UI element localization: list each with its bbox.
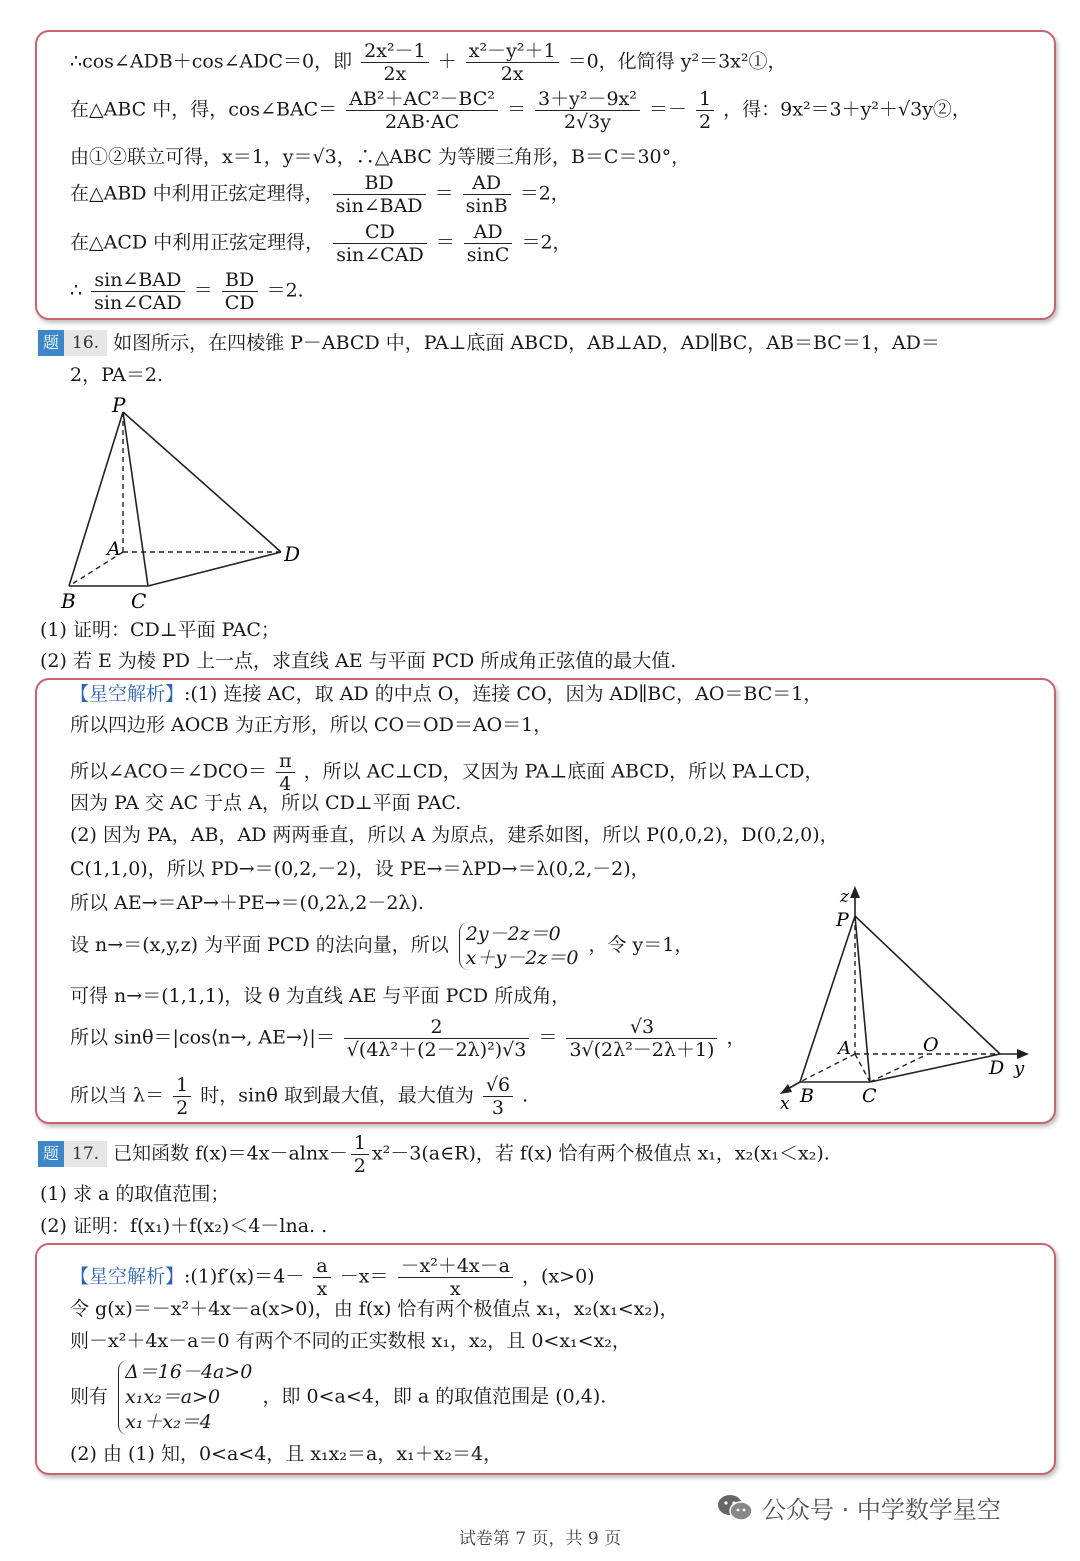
text: :(1) 连接 AC，取 AD 的中点 O，连接 CO，因为 AD∥BC，AO＝BC＝1， bbox=[184, 683, 823, 705]
numerator: CD bbox=[333, 221, 426, 244]
fig-label-B: B bbox=[61, 589, 76, 613]
question-16-header bbox=[38, 330, 940, 356]
text: 则有 bbox=[70, 1385, 109, 1408]
numerator: 1 bbox=[696, 88, 714, 111]
box2-line4: 因为 PA 交 AC 于点 A，所以 CD⊥平面 PAC. bbox=[70, 792, 462, 814]
text: :(1)f′(x)＝4－ bbox=[184, 1265, 305, 1288]
fraction bbox=[566, 1016, 717, 1061]
numerator: BD bbox=[222, 269, 258, 292]
box2-line3 bbox=[70, 750, 824, 795]
numerator: AB²＋AC²－BC² bbox=[346, 88, 498, 111]
text: ＝2， bbox=[519, 182, 570, 205]
box3-line5: (2) 由 (1) 知，0<a<4，且 x₁x₂＝a，x₁＋x₂＝4， bbox=[70, 1443, 503, 1465]
fig-label-A: A bbox=[838, 1038, 851, 1059]
fig-label-C: C bbox=[862, 1085, 877, 1107]
denominator: 2x bbox=[500, 63, 524, 85]
numerator: sin∠BAD bbox=[91, 269, 184, 292]
fraction bbox=[333, 221, 426, 266]
text: ，即 0<a<4，即 a 的取值范围是 (0,4). bbox=[262, 1385, 607, 1408]
equation: Δ＝16－4a>0 bbox=[125, 1361, 253, 1383]
box2-line2: 所以四边形 AOCB 为正方形，所以 CO＝OD＝AO＝1， bbox=[70, 714, 553, 736]
numerator: a bbox=[313, 1255, 330, 1278]
solution-tag: 【星空解析】 bbox=[70, 683, 185, 705]
fraction bbox=[361, 40, 429, 85]
fig-label-B: B bbox=[800, 1085, 814, 1107]
text: x²－3(a∈R)，若 f(x) 恰有两个极值点 x₁，x₂(x₁＜x₂). bbox=[371, 1142, 830, 1164]
question-badge: 题 bbox=[38, 330, 64, 356]
numerator: √3 bbox=[566, 1016, 717, 1039]
denominator: 3√(2λ²－2λ＋1) bbox=[569, 1039, 715, 1061]
fraction bbox=[91, 269, 184, 314]
text: 所以当 λ＝ bbox=[70, 1084, 165, 1107]
denominator: x bbox=[449, 1278, 461, 1300]
box1-line1 bbox=[70, 40, 787, 85]
fig-label-P: P bbox=[836, 909, 849, 931]
fig-label-D: D bbox=[284, 542, 301, 566]
fig-label-D: D bbox=[989, 1057, 1005, 1079]
fig-label-A: A bbox=[107, 538, 121, 560]
text: ∴ bbox=[70, 279, 83, 302]
box1-line4 bbox=[70, 172, 570, 217]
text: ＝ bbox=[435, 231, 455, 254]
box1-line3: 由①②联立可得，x＝1，y＝√3，∴△ABC 为等腰三角形，B＝C＝30°， bbox=[70, 146, 691, 168]
text: ＋ bbox=[437, 50, 457, 73]
denominator: 4 bbox=[279, 773, 292, 795]
fig-label-y: y bbox=[1014, 1058, 1025, 1079]
denominator: 2 bbox=[353, 1154, 366, 1177]
text: ，所以 AC⊥CD，又因为 PA⊥底面 ABCD，所以 PA⊥CD， bbox=[303, 760, 824, 783]
fig-label-z: z bbox=[840, 887, 849, 907]
fraction bbox=[346, 88, 498, 133]
text: ，得：9x²＝3＋y²＋√3y②， bbox=[723, 98, 971, 121]
fraction bbox=[333, 172, 426, 217]
question-17-header bbox=[38, 1131, 830, 1177]
pyramid-figure bbox=[55, 392, 315, 617]
numerator: 1 bbox=[173, 1074, 191, 1097]
text: ＝－ bbox=[648, 98, 687, 121]
equation: x＋y－2z＝0 bbox=[465, 947, 579, 969]
equation: 2y－2z＝0 bbox=[465, 923, 561, 945]
denominator: sinB bbox=[465, 195, 508, 217]
fig-label-P: P bbox=[112, 393, 126, 417]
part-2: (2) 证明：f(x₁)＋f(x₂)＜4－lna. . bbox=[40, 1215, 328, 1237]
box1-line6 bbox=[70, 269, 304, 314]
box3-line1 bbox=[70, 1255, 595, 1300]
box3-line2: 令 g(x)＝－x²＋4x－a(x>0)，由 f(x) 恰有两个极值点 x₁，x₂(x₁<x₂)， bbox=[70, 1298, 679, 1320]
text: 设 n→＝(x,y,z) 为平面 PCD 的法向量，所以 bbox=[70, 934, 449, 956]
text: 已知函数 f(x)＝4x－alnx－ bbox=[113, 1142, 348, 1164]
numerator: π bbox=[276, 750, 295, 773]
wechat-icon bbox=[716, 1493, 754, 1523]
box2-line8 bbox=[70, 922, 693, 970]
fraction bbox=[483, 1074, 513, 1119]
question-badge: 题 bbox=[38, 1141, 64, 1167]
equation: x₁＋x₂＝4 bbox=[125, 1411, 212, 1433]
denominator: sin∠CAD bbox=[336, 244, 424, 266]
fraction bbox=[535, 88, 640, 133]
fraction bbox=[222, 269, 258, 314]
solution-tag: 【星空解析】 bbox=[70, 1265, 185, 1288]
equation-system bbox=[459, 922, 579, 970]
fraction bbox=[696, 88, 714, 133]
numerator: x²－y²＋1 bbox=[466, 40, 559, 63]
denominator: x bbox=[316, 1278, 328, 1300]
text: ， bbox=[726, 1026, 746, 1049]
box2-line6: C(1,1,0)，所以 PD→＝(0,2,－2)，设 PE→＝λPD→＝λ(0,2,－2)， bbox=[70, 858, 650, 880]
part-2: (2) 若 E 为棱 PD 上一点，求直线 AE 与平面 PCD 所成角正弦值的最大值. bbox=[40, 650, 677, 672]
box3-line3: 则－x²＋4x－a＝0 有两个不同的正实数根 x₁，x₂，且 0<x₁<x₂， bbox=[70, 1330, 631, 1352]
text: 时，sinθ 取到最大值，最大值为 bbox=[200, 1084, 474, 1107]
text: ＝2. bbox=[266, 279, 304, 302]
fraction bbox=[173, 1074, 191, 1119]
denominator: 2x bbox=[383, 63, 407, 85]
question-number: 17. bbox=[64, 1141, 107, 1167]
box2-line9: 可得 n→＝(1,1,1)，设 θ 为直线 AE 与平面 PCD 所成角， bbox=[70, 985, 571, 1007]
fraction bbox=[464, 221, 513, 266]
text: ＝ bbox=[434, 182, 454, 205]
fraction bbox=[466, 40, 559, 85]
numerator: BD bbox=[333, 172, 426, 195]
fraction bbox=[313, 1255, 330, 1300]
denominator: sin∠CAD bbox=[94, 292, 182, 314]
box2-line11 bbox=[70, 1074, 528, 1119]
fig-label-O: O bbox=[923, 1034, 939, 1056]
text: ，(x>0) bbox=[522, 1265, 595, 1288]
numerator: 3＋y²－9x² bbox=[535, 88, 640, 111]
coordinate-pyramid-figure bbox=[770, 884, 1040, 1114]
denominator: CD bbox=[224, 292, 255, 314]
numerator: AD bbox=[463, 172, 511, 195]
fig-label-x: x bbox=[780, 1094, 790, 1114]
text: 在△ABC 中，得，cos∠BAC＝ bbox=[70, 98, 338, 121]
equation-system bbox=[118, 1360, 252, 1435]
box1-line2 bbox=[70, 88, 971, 133]
box1-line5 bbox=[70, 221, 572, 266]
text: 在△ABD 中利用正弦定理得， bbox=[70, 182, 324, 205]
denominator: 2√3y bbox=[563, 111, 611, 133]
numerator: 2x²－1 bbox=[361, 40, 429, 63]
question-text bbox=[113, 1132, 830, 1177]
numerator: 2 bbox=[344, 1016, 530, 1039]
part-1: (1) 求 a 的取值范围； bbox=[40, 1183, 230, 1205]
denominator: 3 bbox=[491, 1097, 505, 1119]
question-text-cont: 2，PA＝2. bbox=[70, 364, 163, 386]
fraction bbox=[344, 1016, 530, 1061]
text: ＝ bbox=[538, 1026, 558, 1049]
text: ＝ bbox=[506, 98, 526, 121]
box2-line1 bbox=[70, 681, 822, 707]
text: 在△ACD 中利用正弦定理得， bbox=[70, 231, 325, 254]
question-text: 如图所示，在四棱锥 P－ABCD 中，PA⊥底面 ABCD，AB⊥AD，AD∥BC，AB＝BC＝1，AD＝ bbox=[113, 332, 940, 354]
text: －x＝ bbox=[339, 1265, 389, 1288]
text: ∴cos∠ADB＋cos∠ADC＝0，即 bbox=[70, 50, 353, 73]
numerator: √6 bbox=[483, 1074, 513, 1097]
denominator: sinC bbox=[466, 244, 510, 266]
box2-line5: (2) 因为 PA，AB，AD 两两垂直，所以 A 为原点，建系如图，所以 P(0,0,2)，D(0,2,0)， bbox=[70, 824, 839, 846]
denominator: 2 bbox=[699, 111, 712, 133]
fraction bbox=[463, 172, 511, 217]
question-number: 16. bbox=[64, 330, 107, 356]
box2-line7: 所以 AE→＝AP→＋PE→＝(0,2λ,2－2λ). bbox=[70, 892, 424, 914]
text: 所以∠ACO＝∠DCO＝ bbox=[70, 760, 268, 783]
page-footer: 试卷第 7 页，共 9 页 bbox=[458, 1529, 622, 1549]
denominator: sin∠BAD bbox=[335, 195, 423, 217]
numerator: 1 bbox=[351, 1132, 369, 1155]
box2-line10 bbox=[70, 1016, 746, 1061]
text: ＝0，化简得 y²＝3x²①， bbox=[567, 50, 787, 73]
numerator: －x²＋4x－a bbox=[398, 1255, 513, 1278]
equation: x₁x₂＝a>0 bbox=[125, 1386, 221, 1408]
fig-label-C: C bbox=[131, 589, 147, 613]
text: 所以 sinθ＝|cos⟨n→, AE→⟩|＝ bbox=[70, 1026, 335, 1049]
text: ＝2， bbox=[521, 231, 572, 254]
fraction bbox=[276, 750, 295, 795]
part-1: (1) 证明：CD⊥平面 PAC； bbox=[40, 619, 280, 641]
numerator: AD bbox=[464, 221, 513, 244]
denominator: 2AB·AC bbox=[385, 111, 460, 133]
text: ＝ bbox=[193, 279, 213, 302]
watermark-text: 公众号 · 中学数学星空 bbox=[762, 1496, 1001, 1524]
denominator: 2 bbox=[176, 1097, 189, 1119]
text: . bbox=[522, 1084, 529, 1107]
watermark bbox=[716, 1490, 1001, 1525]
fraction bbox=[398, 1255, 513, 1300]
fraction bbox=[351, 1132, 369, 1177]
denominator: √(4λ²＋(2－2λ)²)√3 bbox=[346, 1039, 527, 1061]
box3-line4 bbox=[70, 1360, 606, 1435]
text: ，令 y＝1， bbox=[588, 934, 694, 956]
